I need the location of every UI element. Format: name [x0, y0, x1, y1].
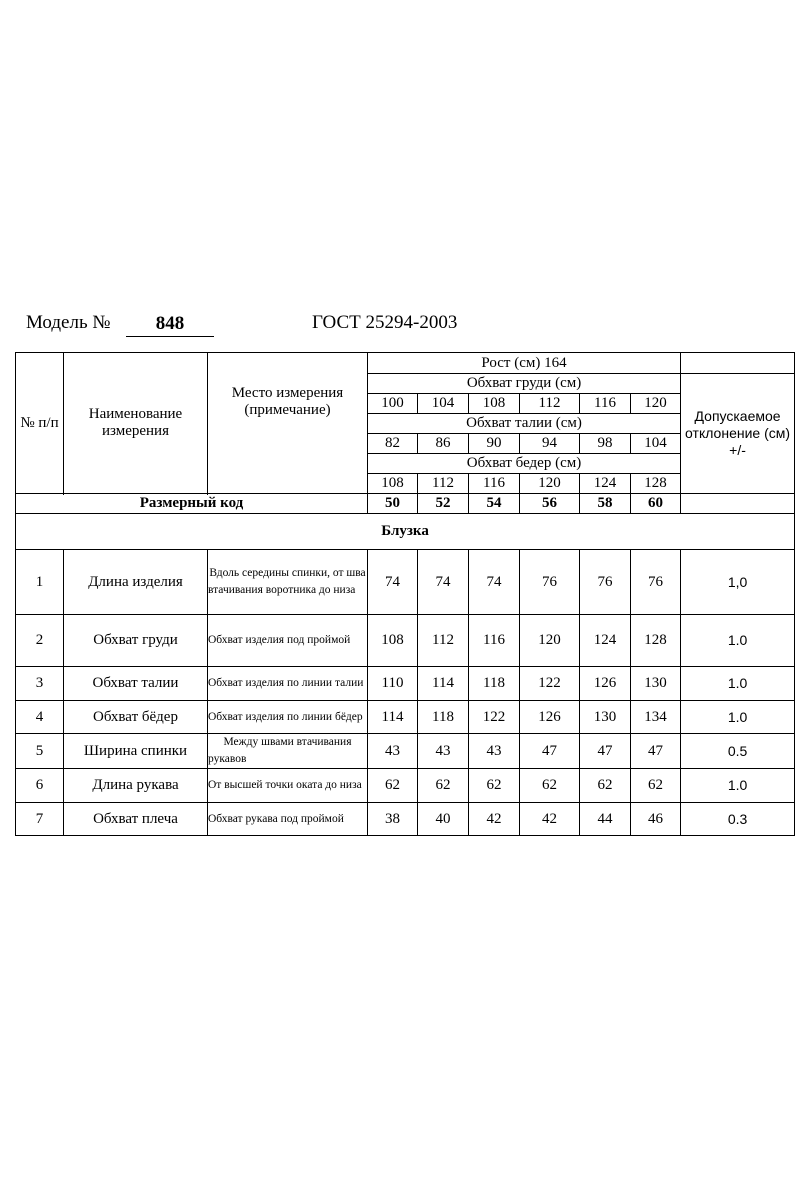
table-row: [16, 615, 795, 667]
waist-value: 104: [631, 434, 681, 454]
measurement-value: 120: [520, 615, 580, 667]
measurement-name: Обхват бёдер: [64, 701, 208, 734]
hips-value: 116: [469, 474, 520, 494]
measurement-value: 76: [631, 550, 681, 615]
header-name: Наименование измерения: [64, 353, 208, 494]
table-row: [16, 701, 795, 734]
measurement-value: 47: [580, 734, 631, 769]
measurement-value: 124: [580, 615, 631, 667]
model-number: 848: [126, 312, 214, 337]
measurement-value: 118: [418, 701, 469, 734]
table-row: [16, 803, 795, 836]
measurement-value: 40: [418, 803, 469, 836]
row-number: 4: [16, 701, 64, 734]
size-code-value: 50: [368, 494, 418, 514]
table-row: [16, 769, 795, 803]
standard-label: ГОСТ 25294-2003: [312, 312, 458, 333]
hips-value: 124: [580, 474, 631, 494]
measurement-value: 62: [418, 769, 469, 803]
measurement-name: Обхват груди: [64, 615, 208, 667]
measurement-value: 74: [418, 550, 469, 615]
measurement-name: Обхват плеча: [64, 803, 208, 836]
tolerance-value: 0.3: [681, 803, 795, 836]
tolerance-value: 1.0: [681, 701, 795, 734]
measurement-value: 76: [580, 550, 631, 615]
row-number: 6: [16, 769, 64, 803]
measurement-value: 46: [631, 803, 681, 836]
measurement-value: 43: [368, 734, 418, 769]
measurement-value: 76: [520, 550, 580, 615]
row-number: 3: [16, 667, 64, 701]
measurement-value: 42: [469, 803, 520, 836]
measurement-value: 112: [418, 615, 469, 667]
header-place: Место измерения (примечание): [208, 353, 368, 494]
row-number: 2: [16, 615, 64, 667]
measurement-value: 122: [469, 701, 520, 734]
measurement-value: 62: [631, 769, 681, 803]
header-no: № п/п: [16, 353, 64, 494]
chest-label: Обхват груди (см): [368, 374, 681, 394]
measurement-value: 118: [469, 667, 520, 701]
waist-value: 90: [469, 434, 520, 454]
measurement-value: 122: [520, 667, 580, 701]
table-row: [16, 550, 795, 615]
measurement-name: Обхват талии: [64, 667, 208, 701]
measurement-value: 62: [368, 769, 418, 803]
measurement-value: 44: [580, 803, 631, 836]
hips-value: 112: [418, 474, 469, 494]
chest-value: 104: [418, 394, 469, 414]
measurement-place: Обхват изделия под проймой: [208, 615, 368, 667]
measurement-place: Обхват изделия по линии талии: [208, 667, 368, 701]
waist-value: 86: [418, 434, 469, 454]
tolerance-header: Допускаемое отклонение (см) +/-: [681, 374, 795, 494]
hips-value: 128: [631, 474, 681, 494]
hips-value: 120: [520, 474, 580, 494]
measurement-value: 126: [520, 701, 580, 734]
measurement-value: 114: [368, 701, 418, 734]
table-row: [16, 734, 795, 769]
measurement-value: 130: [631, 667, 681, 701]
chest-value: 108: [469, 394, 520, 414]
waist-value: 94: [520, 434, 580, 454]
measurement-value: 128: [631, 615, 681, 667]
measurement-value: 126: [580, 667, 631, 701]
measurement-place: Между швами втачивания рукавов: [208, 734, 368, 769]
size-code-label: Размерный код: [16, 494, 368, 514]
size-code-value: 52: [418, 494, 469, 514]
waist-value: 82: [368, 434, 418, 454]
measurement-place: Обхват изделия по линии бёдер: [208, 701, 368, 734]
measurement-value: 62: [469, 769, 520, 803]
measurement-value: 110: [368, 667, 418, 701]
measurement-value: 42: [520, 803, 580, 836]
measurement-value: 74: [469, 550, 520, 615]
tolerance-value: 1.0: [681, 615, 795, 667]
measurement-value: 47: [631, 734, 681, 769]
measurement-value: 116: [469, 615, 520, 667]
tolerance-value: 1.0: [681, 769, 795, 803]
chest-value: 100: [368, 394, 418, 414]
measurement-name: Ширина спинки: [64, 734, 208, 769]
row-number: 5: [16, 734, 64, 769]
measurement-name: Длина рукава: [64, 769, 208, 803]
measurement-value: 47: [520, 734, 580, 769]
measurement-value: 38: [368, 803, 418, 836]
chest-value: 116: [580, 394, 631, 414]
tolerance-value: 1,0: [681, 550, 795, 615]
size-code-value: 58: [580, 494, 631, 514]
tolerance-value: 0.5: [681, 734, 795, 769]
model-label: Модель №: [26, 312, 111, 333]
waist-value: 98: [580, 434, 631, 454]
size-spec-table: [15, 352, 795, 836]
size-code-tolerance-empty: [681, 494, 795, 514]
size-code-value: 54: [469, 494, 520, 514]
measurement-value: 108: [368, 615, 418, 667]
row-number: 7: [16, 803, 64, 836]
hips-label: Обхват бедер (см): [368, 454, 681, 474]
tolerance-value: 1.0: [681, 667, 795, 701]
measurement-place: Обхват рукава под проймой: [208, 803, 368, 836]
waist-label: Обхват талии (см): [368, 414, 681, 434]
tolerance-header-top: [681, 353, 795, 374]
table-row: [16, 667, 795, 701]
measurement-value: 74: [368, 550, 418, 615]
measurement-value: 62: [580, 769, 631, 803]
measurement-value: 114: [418, 667, 469, 701]
section-title: Блузка: [16, 514, 795, 550]
chest-value: 120: [631, 394, 681, 414]
chest-value: 112: [520, 394, 580, 414]
measurement-value: 43: [418, 734, 469, 769]
measurement-place: Вдоль середины спинки, от шва втачивания воротника до низа: [208, 550, 368, 615]
measurement-name: Длина изделия: [64, 550, 208, 615]
measurement-value: 62: [520, 769, 580, 803]
row-number: 1: [16, 550, 64, 615]
measurement-place: От высшей точки оката до низа: [208, 769, 368, 803]
size-code-value: 60: [631, 494, 681, 514]
height-label: Рост (см) 164: [368, 353, 681, 374]
hips-value: 108: [368, 474, 418, 494]
measurement-value: 43: [469, 734, 520, 769]
size-code-value: 56: [520, 494, 580, 514]
document-header: [26, 312, 766, 338]
measurement-value: 134: [631, 701, 681, 734]
measurement-value: 130: [580, 701, 631, 734]
